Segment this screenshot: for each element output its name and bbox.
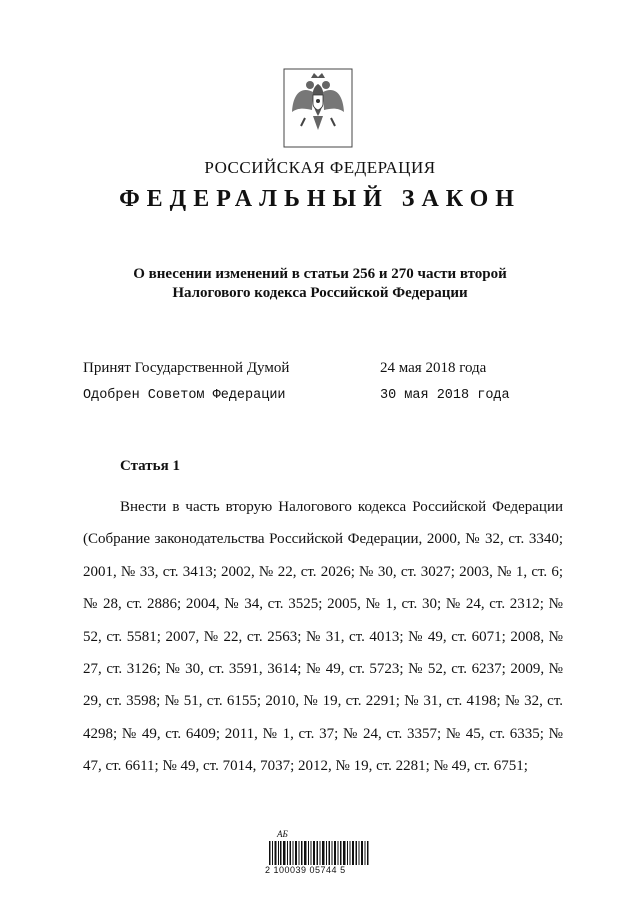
document-footer bbox=[265, 829, 375, 879]
country-name: РОССИЙСКАЯ ФЕДЕРАЦИЯ bbox=[204, 158, 436, 177]
signature-mark: АБ bbox=[277, 829, 288, 839]
adoption-council-row bbox=[83, 388, 553, 403]
coat-of-arms-icon bbox=[283, 68, 353, 148]
article-title: Статья 1 bbox=[120, 458, 180, 474]
document-type: ФЕДЕРАЛЬНЫЙ ЗАКОН bbox=[119, 186, 521, 212]
law-title-line-2: Налогового кодекса Российской Федерации bbox=[172, 285, 468, 301]
law-title-line-1: О внесении изменений в статьи 256 и 270 части второй bbox=[133, 266, 507, 282]
adoption-duma-row bbox=[83, 360, 553, 377]
council-label: Одобрен Советом Федерации bbox=[83, 388, 286, 403]
article-body: Внести в часть вторую Налогового кодекса Российской Федерации (Собрание законодательства Российской Федерации, 2000, № 32, ст. 3340; 2001, № 33, ст. 3413; 2002, № 22, ст. 2026; № 30, ст. 3027; 2003, № 1, ст. 6; № 28, ст. 2886; 2004, № 34, ст. 3525; 2005, № 1, ст. 30; № 24, ст. 2312; № 52, ст. 5581; 2007, № 22, ст. 2563; № 31, ст. 4013; № 49, ст. 6071; 2008, № 27, ст. 3126; № 30, ст. 3591, 3614; № 49, ст. 5723; № 52, ст. 6237; 2009, № 29, ст. 3598; № 51, ст. 6155; 2010, № 19, ст. 2291; № 31, ст. 4198; № 32, ст. 4298; № 49, ст. 6409; 2011, № 1, ст. 37; № 24, ст. 3357; № 45, ст. 6335; № 47, ст. 6611; № 49, ст. 7014, 7037; 2012, № 19, ст. 2281; № 49, ст. 6751; bbox=[83, 499, 563, 775]
barcode-icon bbox=[269, 841, 369, 865]
duma-label: Принят Государственной Думой bbox=[83, 360, 290, 376]
barcode-number: 2 100039 05744 5 bbox=[265, 865, 346, 875]
council-date: 30 мая 2018 года bbox=[380, 388, 510, 403]
duma-date: 24 мая 2018 года bbox=[380, 360, 487, 376]
law-title bbox=[0, 265, 640, 303]
